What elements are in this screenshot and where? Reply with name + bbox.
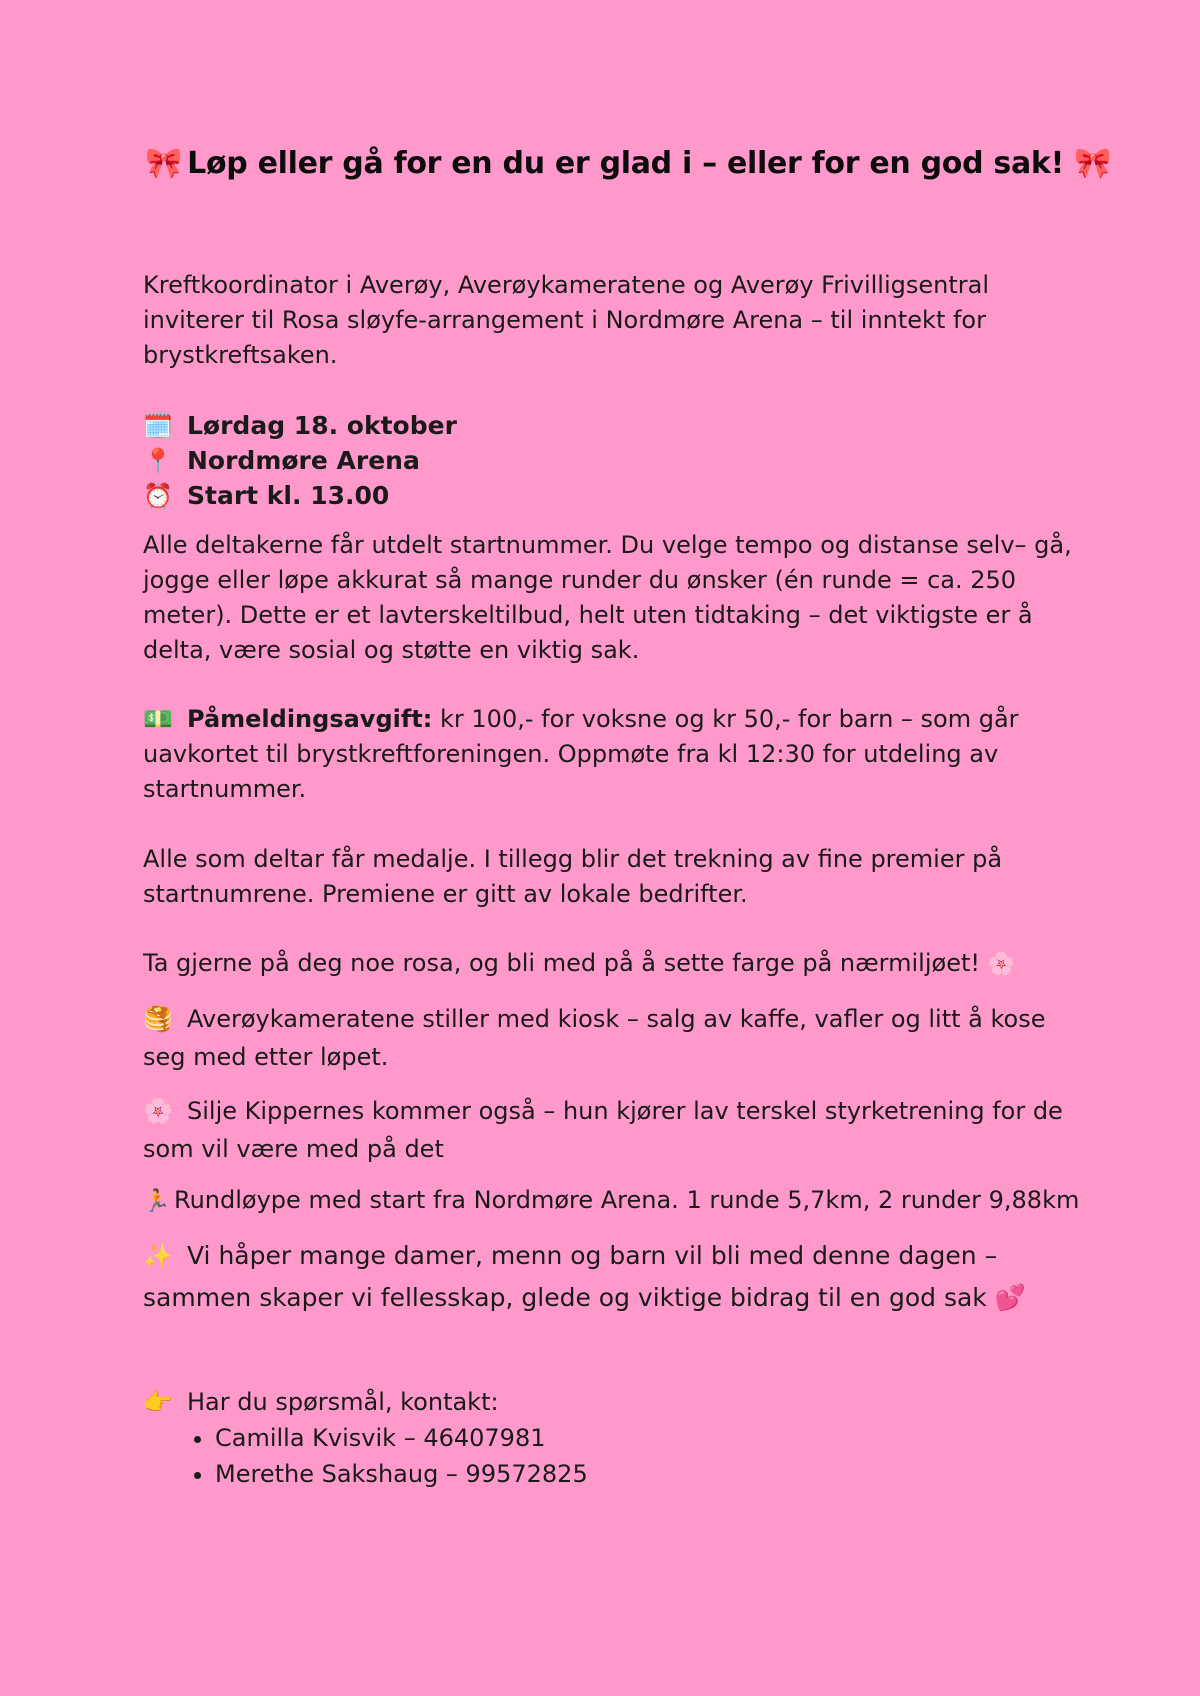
event-date-text: Lørdag 18. oktober <box>187 411 457 440</box>
pancakes-icon: 🥞 <box>143 1005 173 1033</box>
pink-text: Ta gjerne på deg noe rosa, og bli med på å sette farge på nærmiljøet! <box>143 949 980 977</box>
closing-paragraph <box>143 1235 1073 1318</box>
strength-text: Silje Kippernes kommer også – hun kjører lav terskel styrketrening for de som vil være med på det <box>143 1097 1063 1163</box>
pointing-hand-icon: 👉 <box>143 1388 173 1416</box>
money-icon: 💵 <box>143 705 173 733</box>
flower-icon: 🌸 <box>987 952 1016 977</box>
event-place-text: Nordmøre Arena <box>187 446 420 475</box>
strength-paragraph <box>143 1092 1073 1168</box>
closing-text: Vi håper mange damer, menn og barn vil bli med denne dagen – sammen skaper vi fellesskap, glede og viktige bidrag til en god sak <box>143 1241 998 1312</box>
contact-item: • Merethe Sakshaug – 99572825 <box>215 1456 588 1492</box>
page-title <box>145 146 1112 181</box>
fee-label: Påmeldingsavgift: <box>187 705 433 733</box>
sparkles-icon: ✨ <box>143 1242 173 1270</box>
event-date <box>143 408 457 443</box>
kiosk-text: Averøykameratene stiller med kiosk – salg av kaffe, vafler og litt å kose seg med etter løpet. <box>143 1005 1046 1071</box>
ribbon-icon: 🎀 <box>1074 146 1112 181</box>
pink-paragraph <box>143 946 1073 982</box>
contact-list <box>143 1420 588 1492</box>
medal-paragraph: Alle som deltar får medalje. I tillegg blir det trekning av fine premier på startnumrene. Premiene er gitt av lokale bedrifter. <box>143 845 1003 908</box>
event-time-text: Start kl. 13.00 <box>187 481 390 510</box>
fee-text: kr 100,- for voksne og kr 50,- for barn – som går uavkortet til brystkreftforeningen. Oppmøte fra kl 12:30 for utdeling av startnummer. <box>143 705 1019 803</box>
flower-icon: 🌸 <box>143 1097 173 1125</box>
route-paragraph <box>143 1183 1080 1219</box>
hearts-icon: 💕 <box>994 1283 1026 1312</box>
contact-heading <box>143 1384 588 1420</box>
participation-paragraph: Alle deltakerne får utdelt startnummer. Du velge tempo og distanse selv– gå, jogge eller løpe akkurat så mange runder du ønsker (én runde = ca. 250 meter). Dette er et lavterskeltilbud, helt uten tidtaking – det viktigste er å delta, være sosial og støtte en viktig sak. <box>143 531 1072 664</box>
ribbon-icon: 🎀 <box>145 146 183 181</box>
contact-section <box>143 1384 588 1492</box>
contact-label: Har du spørsmål, kontakt: <box>187 1388 499 1416</box>
contact-item: • Camilla Kvisvik – 46407981 <box>215 1420 588 1456</box>
alarm-clock-icon: ⏰ <box>143 482 173 510</box>
route-text: Rundløype med start fra Nordmøre Arena. 1 runde 5,7km, 2 runder 9,88km <box>174 1186 1080 1214</box>
pin-icon: 📍 <box>143 447 173 475</box>
intro-paragraph: Kreftkoordinator i Averøy, Averøykameratene og Averøy Frivilligsentral inviterer til Rosa sløyfe-arrangement i Nordmøre Arena – til inntekt for brystkreftsaken. <box>143 271 989 369</box>
event-place <box>143 443 420 478</box>
fee-paragraph <box>143 702 1073 807</box>
kiosk-paragraph <box>143 1000 1073 1076</box>
runner-icon: 🏃 <box>143 1189 171 1214</box>
title-text: Løp eller gå for en du er glad i – eller for en god sak! <box>187 146 1064 181</box>
event-time <box>143 478 389 513</box>
calendar-icon: 🗓️ <box>143 412 173 440</box>
